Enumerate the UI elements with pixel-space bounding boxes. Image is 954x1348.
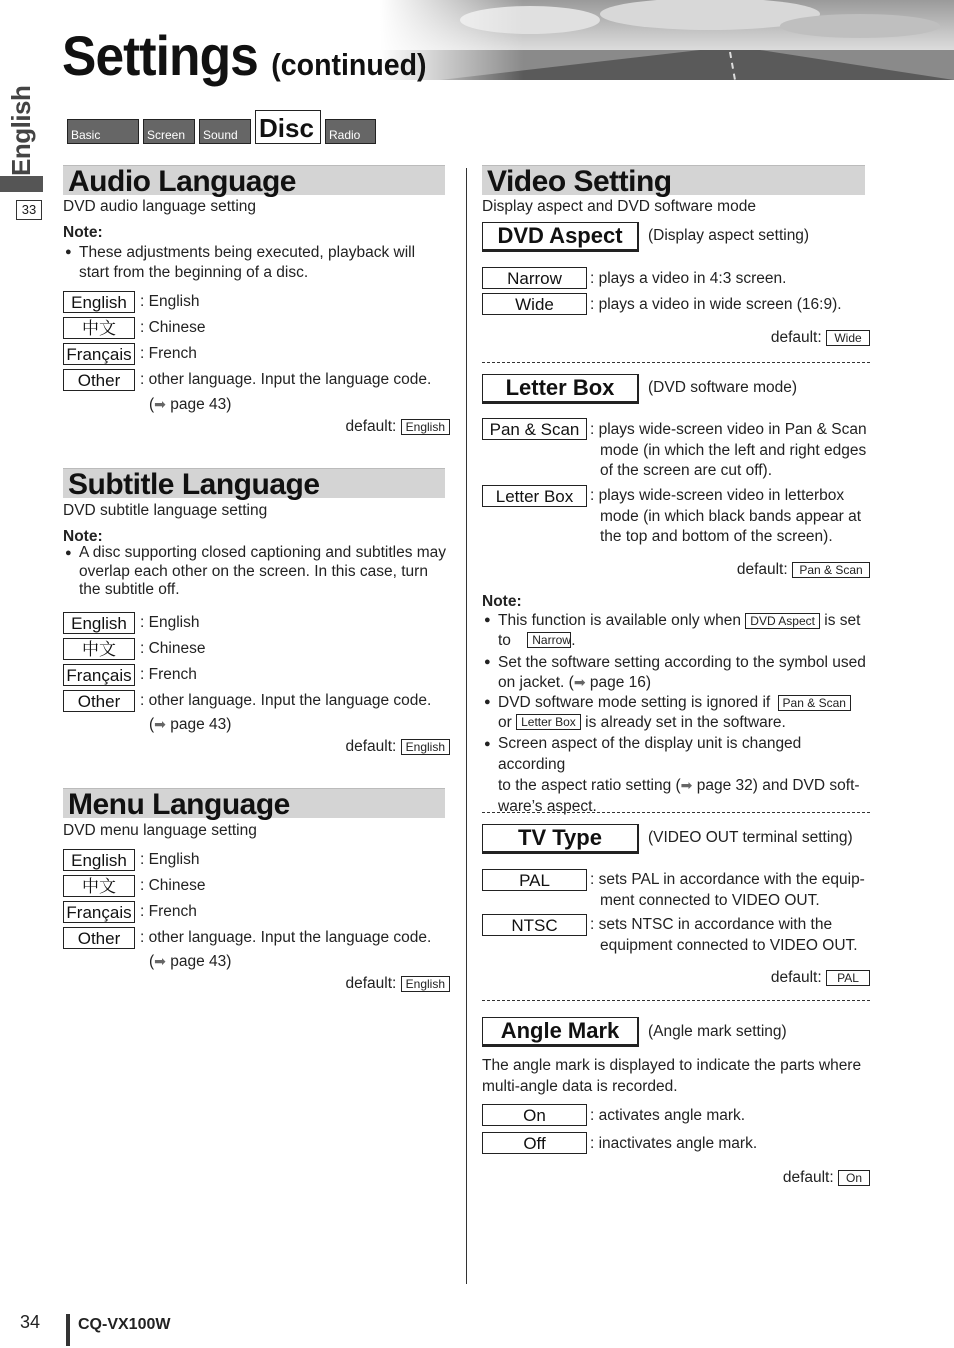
dvd-aspect-option-narrow-desc: : plays a video in 4:3 screen. [590, 270, 787, 287]
angle-mark-option-on-desc: : activates angle mark. [590, 1107, 746, 1124]
menu-option-french-desc: : French [140, 903, 197, 920]
subtitle-default-chip: English [401, 739, 450, 755]
tv-type-option-ntsc-desc: : sets NTSC in accordance with the equipment connected to VIDEO OUT. [590, 916, 858, 954]
audio-option-french[interactable]: Français [63, 343, 135, 365]
tv-type-option-pal-desc: : sets PAL in accordance with the equip- ment connected to VIDEO OUT. [590, 871, 865, 909]
audio-page-ref: (➡ page 43) [149, 396, 232, 413]
arrow-right-icon: ➡ [154, 396, 166, 412]
audio-option-other[interactable]: Other [63, 369, 135, 391]
dvd-aspect-option-narrow[interactable]: Narrow [482, 267, 587, 289]
narrow-chip: Narrow [527, 632, 571, 648]
angle-mark-option-off[interactable]: Off [482, 1132, 587, 1154]
language-tab-marker [0, 176, 43, 192]
video-note-4: ● Screen aspect of the display unit is changed according to the aspect ratio setting (➡ page 32) and DVD soft- ware’s aspect. [482, 734, 872, 817]
tab-sound[interactable]: Sound [199, 119, 251, 144]
menu-language-desc: DVD menu language setting [63, 822, 257, 839]
audio-note-label: Note: [63, 224, 103, 241]
subtitle-option-other[interactable]: Other [63, 690, 135, 712]
menu-default-chip: English [401, 976, 450, 992]
dvd-aspect-desc: (Display aspect setting) [648, 227, 810, 244]
video-setting-desc: Display aspect and DVD software mode [482, 198, 756, 215]
audio-note: ● These adjustments being executed, playback will start from the beginning of a disc. [63, 243, 448, 282]
menu-option-other-desc: : other language. Input the language code. [140, 929, 432, 946]
menu-option-french[interactable]: Français [63, 901, 135, 923]
letter-box-option-pan-scan[interactable]: Pan & Scan [482, 418, 587, 440]
subtitle-option-english[interactable]: English [63, 612, 135, 634]
arrow-right-icon: ➡ [154, 953, 166, 969]
tab-screen[interactable]: Screen [143, 119, 195, 144]
side-page-ref: 33 [16, 200, 42, 220]
page-title: Settings (continued) [62, 24, 427, 87]
audio-option-other-desc: : other language. Input the language code. [140, 371, 432, 388]
audio-language-heading: Audio Language [63, 165, 445, 195]
letter-box-option-pan-scan-desc: : plays wide-screen video in Pan & Scan mode (in which the left and right edges of the screen are cut off). [590, 421, 867, 479]
menu-option-english-desc: : English [140, 851, 200, 868]
model-name: CQ-VX100W [78, 1316, 171, 1333]
audio-option-chinese-desc: : Chinese [140, 319, 206, 336]
arrow-right-icon: ➡ [573, 673, 586, 690]
section-divider [482, 362, 870, 363]
letter-box-chip: Letter Box [516, 714, 581, 730]
video-note-label: Note: [482, 593, 522, 610]
footer-bar [66, 1314, 70, 1346]
section-divider [482, 812, 870, 813]
arrow-right-icon: ➡ [154, 716, 166, 732]
video-note-1: ● This function is available only when DVD Aspect is set to Narrow. [482, 611, 872, 650]
subtitle-note: ● A disc supporting closed captioning and subtitles may overlap each other on the screen. In this case, turn the subtitle off. [63, 544, 448, 600]
subtitle-option-other-desc: : other language. Input the language code. [140, 692, 432, 709]
menu-page-ref: (➡ page 43) [149, 953, 232, 970]
audio-language-desc: DVD audio language setting [63, 198, 257, 215]
angle-mark-default: default: On [700, 1169, 870, 1187]
page-subtitle: (continued) [271, 47, 427, 82]
letter-box-heading: Letter Box [482, 374, 639, 404]
subtitle-option-english-desc: : English [140, 614, 200, 631]
menu-option-chinese-desc: : Chinese [140, 877, 206, 894]
dvd-aspect-option-wide-desc: : plays a video in wide screen (16:9). [590, 296, 842, 313]
audio-default-chip: English [401, 419, 450, 435]
pan-scan-chip: Pan & Scan [778, 695, 851, 711]
menu-option-chinese[interactable]: 中文 [63, 875, 135, 897]
subtitle-page-ref: (➡ page 43) [149, 716, 232, 733]
angle-mark-option-on[interactable]: On [482, 1104, 587, 1126]
tv-type-default-chip: PAL [826, 970, 870, 986]
tv-type-option-pal[interactable]: PAL [482, 869, 587, 891]
header-road-image [380, 0, 954, 80]
subtitle-option-french[interactable]: Français [63, 664, 135, 686]
dvd-aspect-default-chip: Wide [826, 330, 870, 346]
subtitle-language-desc: DVD subtitle language setting [63, 502, 268, 519]
letter-box-option-letter-box[interactable]: Letter Box [482, 485, 587, 507]
subtitle-default: default: English [300, 738, 450, 756]
page-number: 34 [20, 1312, 41, 1332]
subtitle-option-chinese-desc: : Chinese [140, 640, 206, 657]
letter-box-default: default: Pan & Scan [670, 561, 870, 579]
letter-box-desc: (DVD software mode) [648, 379, 798, 396]
angle-mark-default-chip: On [838, 1170, 870, 1186]
audio-option-english-desc: : English [140, 293, 200, 310]
dvd-aspect-heading: DVD Aspect [482, 222, 639, 252]
tab-radio[interactable]: Radio [325, 119, 376, 144]
dvd-aspect-option-wide[interactable]: Wide [482, 293, 587, 315]
column-divider [466, 168, 467, 1284]
audio-option-french-desc: : French [140, 345, 197, 362]
audio-option-chinese[interactable]: 中文 [63, 317, 135, 339]
tv-type-default: default: PAL [680, 969, 870, 987]
subtitle-language-heading: Subtitle Language [63, 468, 445, 498]
angle-mark-heading: Angle Mark [482, 1017, 639, 1047]
tab-disc[interactable]: Disc [255, 110, 321, 144]
tab-basic-setting[interactable]: Basic [67, 119, 139, 144]
angle-mark-option-off-desc: : inactivates angle mark. [590, 1135, 758, 1152]
letter-box-default-chip: Pan & Scan [792, 562, 870, 578]
tv-type-option-ntsc[interactable]: NTSC [482, 914, 587, 936]
subtitle-option-chinese[interactable]: 中文 [63, 638, 135, 660]
subtitle-note-label: Note: [63, 528, 103, 545]
dvd-aspect-chip: DVD Aspect [745, 613, 820, 629]
arrow-right-icon: ➡ [680, 777, 693, 793]
section-divider [482, 1000, 870, 1001]
video-note-3: ● DVD software mode setting is ignored if Pan & Scan or Letter Box is already set in the software. [482, 693, 872, 732]
language-label: English [6, 85, 36, 176]
audio-default: default: English [300, 418, 450, 436]
subtitle-option-french-desc: : French [140, 666, 197, 683]
audio-option-english[interactable]: English [63, 291, 135, 313]
menu-option-other[interactable]: Other [63, 927, 135, 949]
angle-mark-text: The angle mark is displayed to indicate the parts where multi-angle data is recorded. [482, 1057, 862, 1095]
menu-option-english[interactable]: English [63, 849, 135, 871]
dvd-aspect-default: default: Wide [680, 329, 870, 347]
tv-type-desc: (VIDEO OUT terminal setting) [648, 829, 853, 846]
video-note-2: ● Set the software setting according to the symbol used on jacket. (➡ page 16) [482, 653, 872, 692]
menu-language-heading: Menu Language [63, 788, 445, 818]
menu-default: default: English [300, 975, 450, 993]
video-setting-heading: Video Setting [482, 165, 865, 195]
letter-box-option-letter-box-desc: : plays wide-screen video in letterbox mode (in which black bands appear at the top and bottom of the screen). [590, 487, 862, 545]
tv-type-heading: TV Type [482, 824, 639, 854]
angle-mark-desc: (Angle mark setting) [648, 1023, 787, 1040]
